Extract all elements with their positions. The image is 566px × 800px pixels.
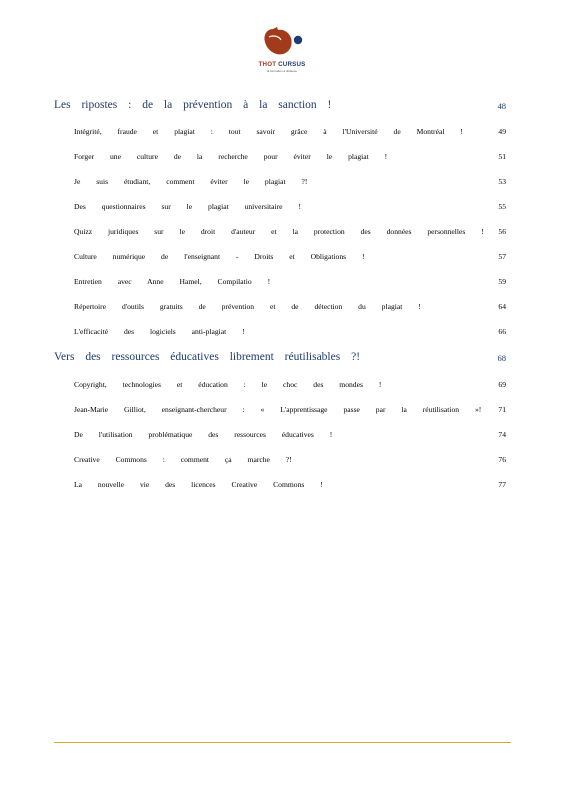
toc-entry[interactable] — [0, 176, 566, 190]
toc-entry[interactable] — [0, 126, 566, 140]
toc-entry[interactable] — [0, 479, 566, 493]
toc-entry[interactable] — [0, 226, 566, 240]
toc-section-entry[interactable] — [0, 99, 566, 113]
toc-page-number: 74 — [498, 430, 506, 439]
toc-entry[interactable] — [0, 404, 566, 418]
toc-entry-title: De l'utilisation problématique des ressources éducatives ! — [74, 430, 333, 439]
logo-wordmark: THOT CURSUS — [258, 61, 306, 68]
toc-entry-title: Culture numérique de l'enseignant - Droits et Obligations ! — [74, 252, 365, 261]
toc-entry[interactable] — [0, 251, 566, 265]
toc-entry[interactable] — [0, 379, 566, 393]
toc-page-number: 57 — [498, 252, 506, 261]
toc-entry[interactable] — [0, 454, 566, 468]
toc-page-number: 69 — [498, 380, 506, 389]
toc-entry-title: Copyright, technologies et éducation : le choc des mondes ! — [74, 380, 382, 389]
toc-entry-title: Intégrité, fraude et plagiat : tout savoir grâce à l'Université de Montréal ! — [74, 127, 463, 136]
toc-page-number: 51 — [498, 152, 506, 161]
toc-entry-title: Quizz juridiques sur le droit d'auteur et la protection des données personnelles ! — [74, 227, 484, 236]
toc-page-number: 55 — [498, 202, 506, 211]
footer-rule — [54, 742, 511, 743]
toc-page-number: 77 — [498, 480, 506, 489]
thot-cursus-logo — [251, 26, 313, 76]
logo-tagline: la formation à distance — [266, 69, 298, 73]
toc-entry-title: Creative Commons : comment ça marche ?! — [74, 455, 292, 464]
toc-entry-title: La nouvelle vie des licences Creative Commons ! — [74, 480, 323, 489]
toc-entry-title: Entretien avec Anne Hamel, Compilatio ! — [74, 277, 271, 286]
toc-entry[interactable] — [0, 301, 566, 315]
toc-page-number: 71 — [498, 405, 506, 414]
toc-page-number: 53 — [498, 177, 506, 186]
toc-page-number: 64 — [498, 302, 506, 311]
toc-page-number: 48 — [497, 101, 506, 111]
toc-section-entry[interactable] — [0, 351, 566, 365]
toc-entry-title: Répertoire d'outils gratuits de prévention et de détection du plagiat ! — [74, 302, 421, 311]
toc-entry-title: Jean-Marie Gilliot, enseignant-chercheur : « L'apprentissage passe par la réutilisation »! — [74, 405, 482, 414]
toc-entry[interactable] — [0, 326, 566, 340]
toc-entry-title: Des questionnaires sur le plagiat universitaire ! — [74, 202, 301, 211]
toc-section-title: Vers des ressources éducatives librement réutilisables ?! — [54, 351, 361, 363]
toc-entry[interactable] — [0, 151, 566, 165]
toc-page-number: 49 — [498, 127, 506, 136]
toc-section-title: Les ripostes : de la prévention à la sanction ! — [54, 99, 332, 111]
toc-entry-title: L'efficacité des logiciels anti-plagiat ! — [74, 327, 245, 336]
toc-entry[interactable] — [0, 429, 566, 443]
toc-entry[interactable] — [0, 201, 566, 215]
toc-entry-title: Je suis étudiant, comment éviter le plagiat ?! — [74, 177, 308, 186]
toc-page-number: 66 — [498, 327, 506, 336]
toc-page-number: 56 — [498, 227, 506, 236]
toc-entry[interactable] — [0, 276, 566, 290]
logo-head-icon — [259, 26, 305, 60]
toc-entry-title: Forger une culture de la recherche pour éviter le plagiat ! — [74, 152, 388, 161]
toc-page-number: 68 — [497, 353, 506, 363]
toc-page-number: 76 — [498, 455, 506, 464]
toc-page-number: 59 — [498, 277, 506, 286]
